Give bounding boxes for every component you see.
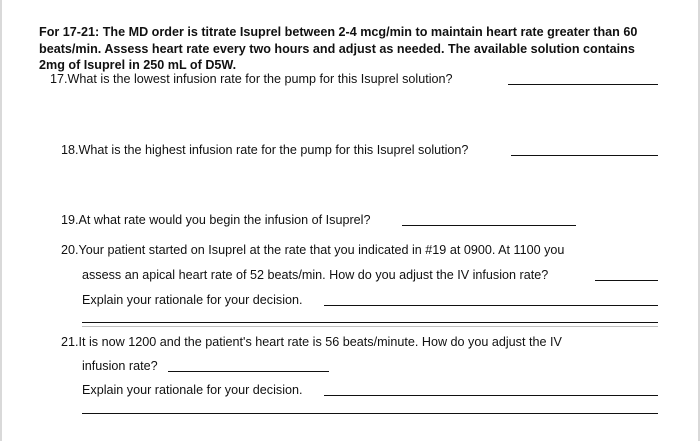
- question-21-number: 21.: [61, 335, 79, 349]
- question-18: [61, 142, 468, 158]
- question-20-line-1: [61, 242, 564, 258]
- answer-blank-20-explain[interactable]: [324, 305, 658, 306]
- question-17-number: 17.: [50, 72, 68, 86]
- question-18-text: What is the highest infusion rate for the pump for this Isuprel solution?: [78, 143, 469, 157]
- answer-blank-17[interactable]: [508, 84, 658, 85]
- question-20-number: 20.: [61, 243, 79, 257]
- question-19-number: 19.: [61, 213, 79, 227]
- question-20-explain: Explain your rationale for your decision.: [82, 293, 303, 307]
- question-18-number: 18.: [61, 143, 79, 157]
- answer-blank-21-explain-line-2[interactable]: [82, 413, 658, 414]
- question-21-line-1: [61, 334, 562, 350]
- question-19: [61, 212, 370, 228]
- answer-blank-20-rate[interactable]: [595, 280, 658, 281]
- question-21-line-2: infusion rate?: [82, 359, 158, 373]
- answer-blank-21-explain[interactable]: [324, 395, 658, 396]
- page-edge-left: [0, 0, 2, 441]
- question-21-explain: Explain your rationale for your decision.: [82, 383, 303, 397]
- question-20-text-line-1: Your patient started on Isuprel at the rate that you indicated in #19 at 0900. At 1100 you: [78, 243, 565, 257]
- question-19-text: At what rate would you begin the infusion of Isuprel?: [78, 213, 371, 227]
- section-divider: [82, 326, 658, 327]
- question-21-text-line-1: It is now 1200 and the patient's heart rate is 56 beats/minute. How do you adjust the IV: [78, 335, 562, 349]
- instructions-header: For 17-21: The MD order is titrate Isuprel between 2-4 mcg/min to maintain heart rate greater than 60 beats/min. Assess heart rate every two hours and adjust as needed. The available solution contains 2mg of Isuprel in 250 mL of D5W.: [39, 25, 638, 72]
- question-20-line-2: assess an apical heart rate of 52 beats/min. How do you adjust the IV infusion rate?: [82, 268, 549, 282]
- question-17: [50, 71, 453, 87]
- answer-blank-19[interactable]: [402, 225, 576, 226]
- answer-blank-21-rate[interactable]: [168, 371, 329, 372]
- question-17-text: What is the lowest infusion rate for the pump for this Isuprel solution?: [67, 72, 453, 86]
- answer-blank-18[interactable]: [511, 155, 658, 156]
- answer-blank-20-explain-line-2[interactable]: [82, 322, 658, 323]
